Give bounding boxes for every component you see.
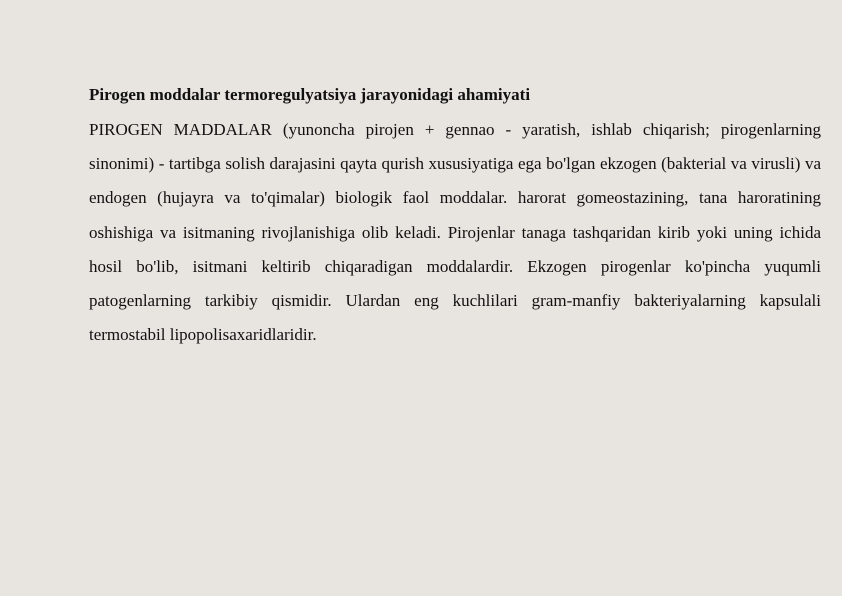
- document-body-paragraph: PIROGEN MADDALAR (yunoncha pirojen + gennao - yaratish, ishlab chiqarish; pirogenlarning sinonimi) - tartibga solish darajasini qayta qurish xususiyatiga ega bo'lgan ekzogen (bakterial va virusli) va endogen (hujayra va to'qimalar) biologik faol moddalar. harorat gomeostazining, tana haroratining oshishiga va isitmaning rivojlanishiga olib keladi. Pirojenlar tanaga tashqaridan kirib yoki uning ichida hosil bo'lib, isitmani keltirib chiqaradigan moddalardir. Ekzogen pirogenlar ko'pincha yuqumli patogenlarning tarkibiy qismidir. Ulardan eng kuchlilari gram-manfiy bakteriyalarning kapsulali termostabil lipopolisaxaridlaridir.: [89, 120, 821, 345]
- document-title: Pirogen moddalar termoregulyatsiya jarayonidagi ahamiyati: [89, 85, 531, 104]
